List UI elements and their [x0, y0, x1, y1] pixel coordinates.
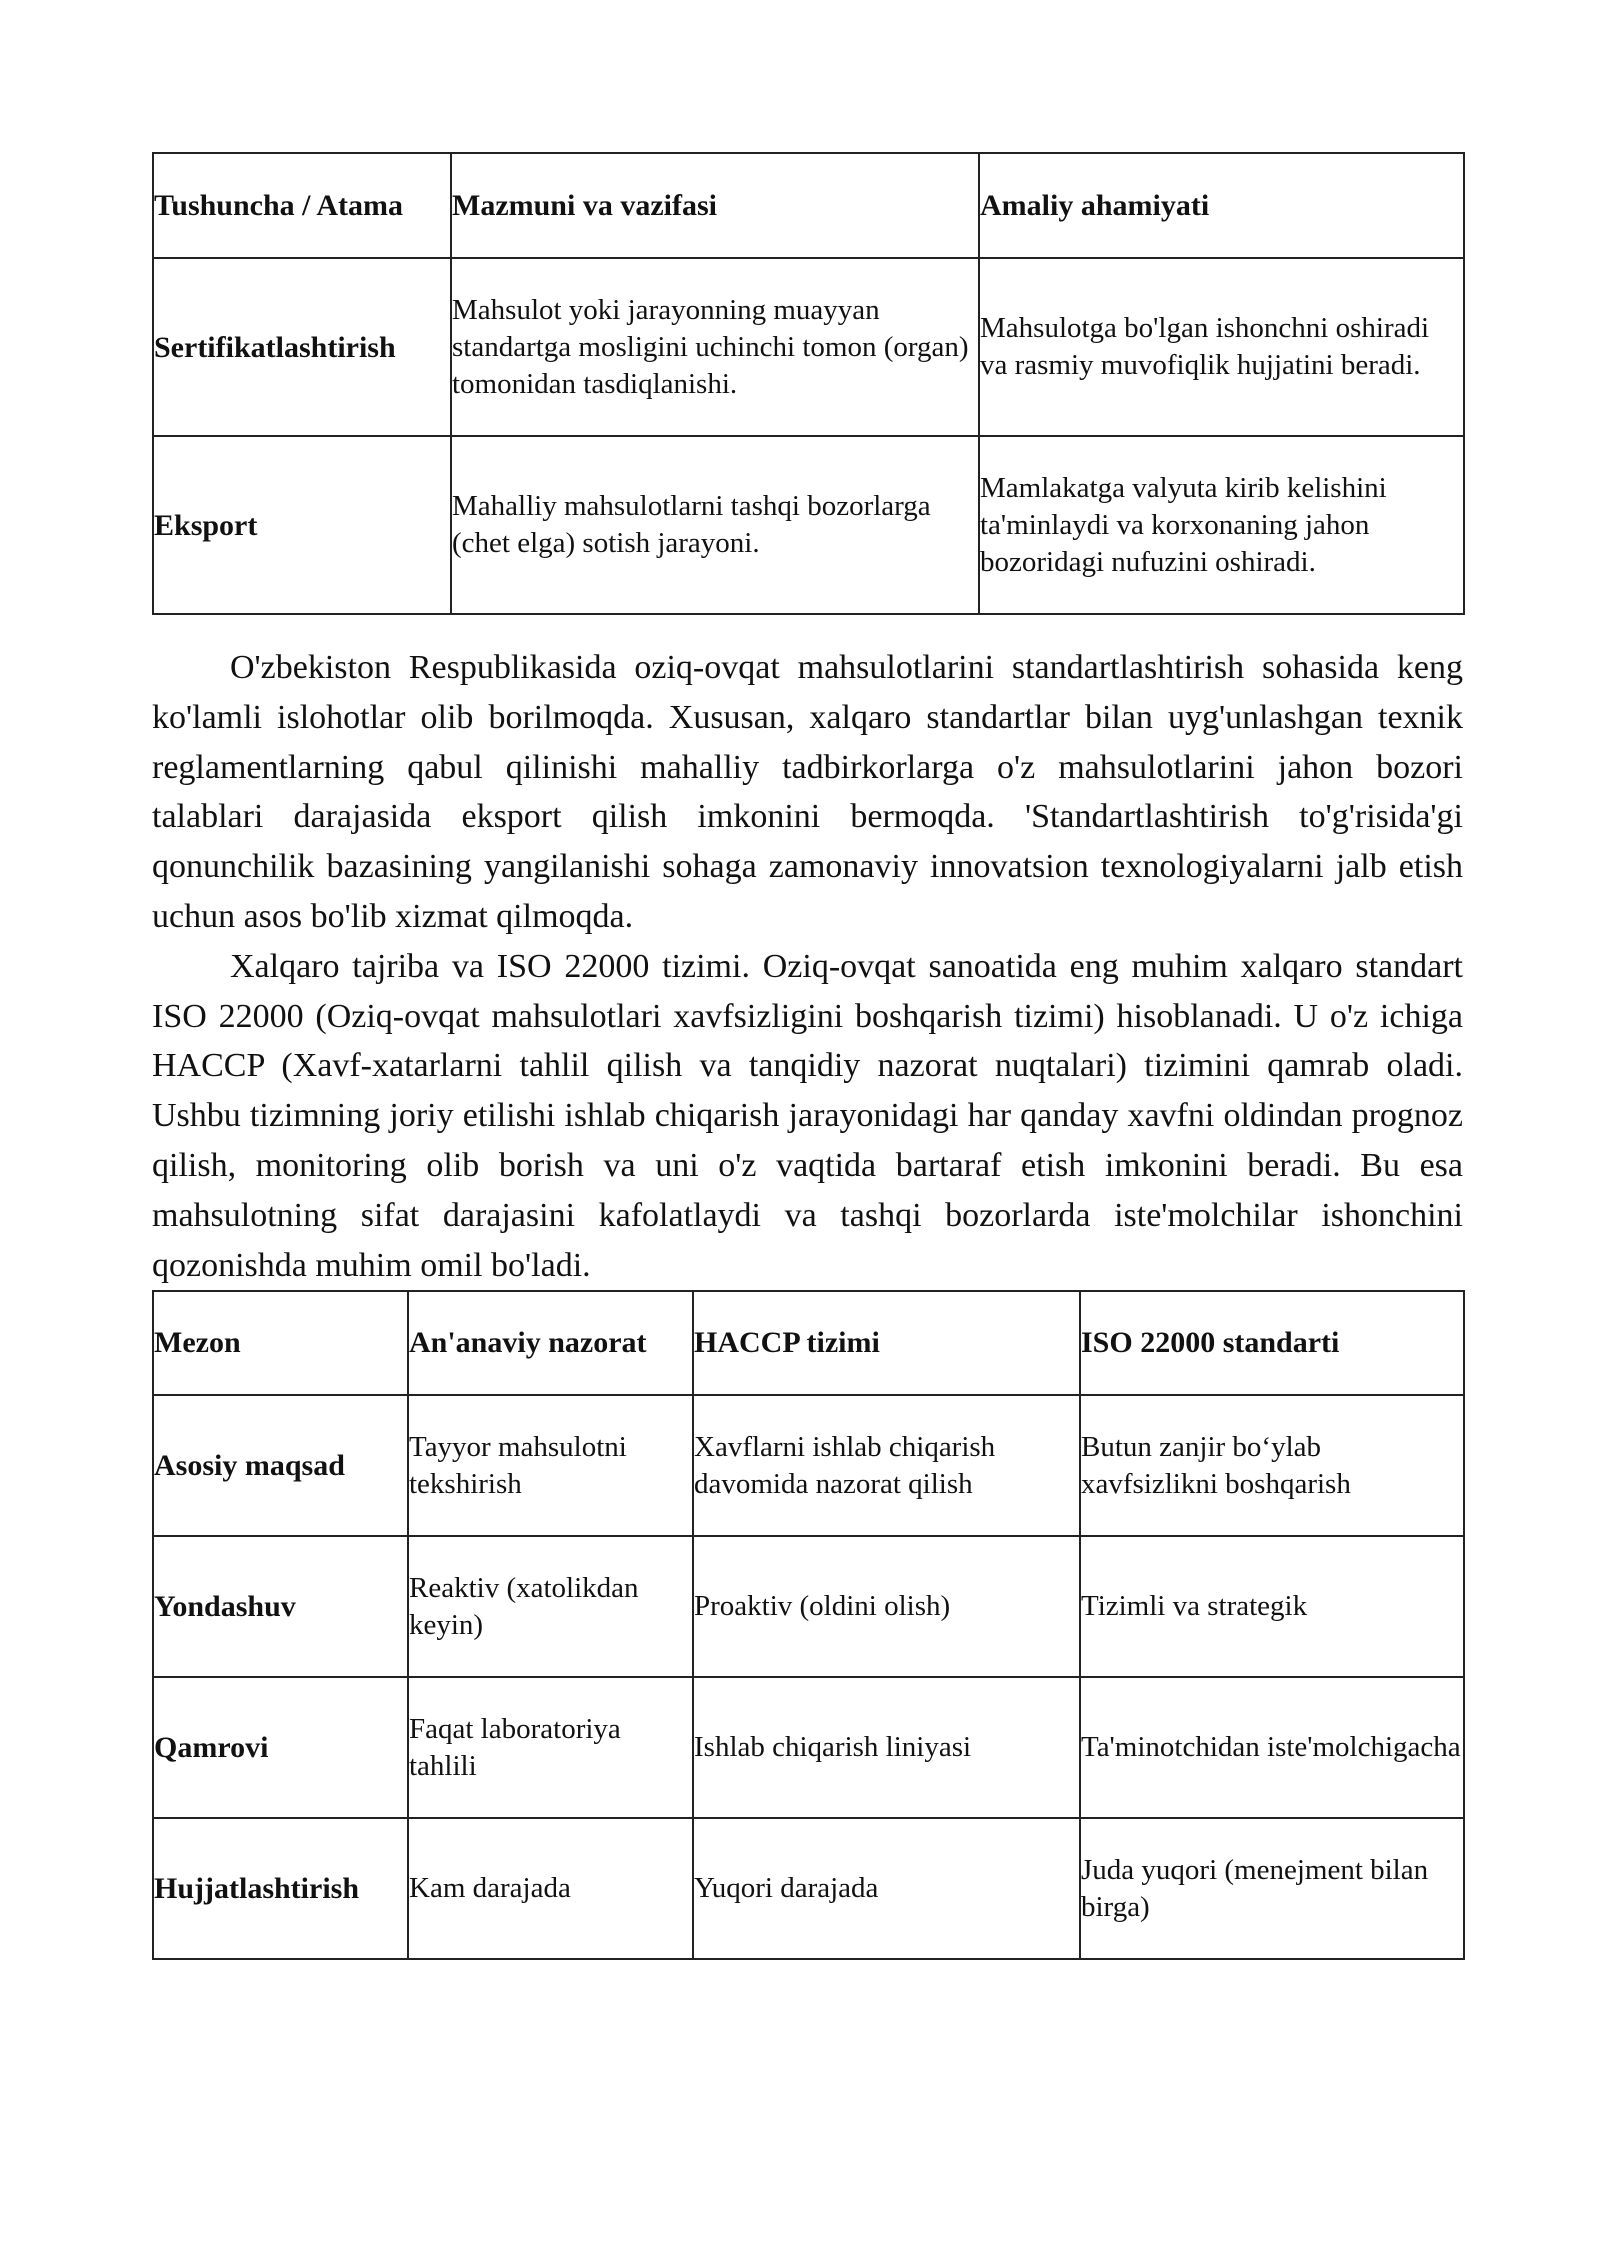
table-cell: Mamlakatga valyuta kirib kelishini ta'minlaydi va korxonaning jahon bozoridagi nufuzini oshiradi. [979, 436, 1464, 614]
table-header-cell: Amaliy ahamiyati [979, 153, 1464, 258]
comparison-table [152, 1290, 1465, 1960]
document-page [152, 152, 1463, 1960]
table-cell: Juda yuqori (menejment bilan birga) [1080, 1818, 1464, 1959]
table-row [153, 258, 1464, 436]
table-cell: Butun zanjir bo‘ylab xavfsizlikni boshqarish [1080, 1395, 1464, 1536]
table-row [153, 1677, 1464, 1818]
table-header-cell: HACCP tizimi [693, 1291, 1080, 1395]
table-row [153, 1818, 1464, 1959]
paragraph: Xalqaro tajriba va ISO 22000 tizimi. Oziq-ovqat sanoatida eng muhim xalqaro standart ISO 22000 (Oziq-ovqat mahsulotlari xavfsizligini boshqarish tizimi) hisoblanadi. U o'z ichiga HACCP (Xavf-xatarlarni tahlil qilish va tanqidiy nazorat nuqtalari) tizimini qamrab oladi. Ushbu tizimning joriy etilishi ishlab chiqarish jarayonidagi har qanday xavfni oldindan prognoz qilish, monitoring olib borish va uni o'z vaqtida bartaraf etish imkonini beradi. Bu esa mahsulotning sifat darajasini kafolatlaydi va tashqi bozorlarda iste'molchilar ishonchini qozonishda muhim omil bo'ladi. [152, 947, 1463, 1284]
table-row-header: Hujjatlashtirish [153, 1818, 408, 1959]
table-header-cell: An'anaviy nazorat [408, 1291, 693, 1395]
table-header-cell: Mazmuni va vazifasi [451, 153, 979, 258]
table-cell: Ishlab chiqarish liniyasi [693, 1677, 1080, 1818]
table-row [153, 436, 1464, 614]
table-header-cell: Tushuncha / Atama [153, 153, 451, 258]
table-cell: Ta'minotchidan iste'molchigacha [1080, 1677, 1464, 1818]
table-cell: Tizimli va strategik [1080, 1536, 1464, 1677]
table-row-header: Asosiy maqsad [153, 1395, 408, 1536]
table-cell: Mahsulotga bo'lgan ishonchni oshiradi va rasmiy muvofiqlik hujjatini beradi. [979, 258, 1464, 436]
table-cell: Kam darajada [408, 1818, 693, 1959]
table-row-header: Qamrovi [153, 1677, 408, 1818]
table-cell: Proaktiv (oldini olish) [693, 1536, 1080, 1677]
table-cell: Mahalliy mahsulotlarni tashqi bozorlarga (chet elga) sotish jarayoni. [451, 436, 979, 614]
table-row-header: Sertifikatlashtirish [153, 258, 451, 436]
table-row [153, 1536, 1464, 1677]
table-cell: Yuqori darajada [693, 1818, 1080, 1959]
table-cell: Faqat laboratoriya tahlili [408, 1677, 693, 1818]
table-cell: Xavflarni ishlab chiqarish davomida nazorat qilish [693, 1395, 1080, 1536]
concepts-table [152, 152, 1465, 615]
table-row-header: Yondashuv [153, 1536, 408, 1677]
body-text [152, 643, 1463, 1290]
table-header-row [153, 153, 1464, 258]
table-header-row [153, 1291, 1464, 1395]
table-cell: Tayyor mahsulotni tekshirish [408, 1395, 693, 1536]
table-row [153, 1395, 1464, 1536]
table-cell: Reaktiv (xatolikdan keyin) [408, 1536, 693, 1677]
table-header-cell: ISO 22000 standarti [1080, 1291, 1464, 1395]
table-row-header: Eksport [153, 436, 451, 614]
paragraph: O'zbekiston Respublikasida oziq-ovqat mahsulotlarini standartlashtirish sohasida keng ko'lamli islohotlar olib borilmoqda. Xususan, xalqaro standartlar bilan uyg'unlashgan texnik reglamentlarning qabul qilinishi mahalliy tadbirkorlarga o'z mahsulotlarini jahon bozori talablari darajasida eksport qilish imkonini bermoqda. 'Standartlashtirish to'g'risida'gi qonunchilik bazasining yangilanishi sohaga zamonaviy innovatsion texnologiyalarni jalb etish uchun asos bo'lib xizmat qilmoqda. [152, 649, 1463, 935]
table-cell: Mahsulot yoki jarayonning muayyan standartga mosligini uchinchi tomon (organ) tomonidan tasdiqlanishi. [451, 258, 979, 436]
table-header-cell: Mezon [153, 1291, 408, 1395]
